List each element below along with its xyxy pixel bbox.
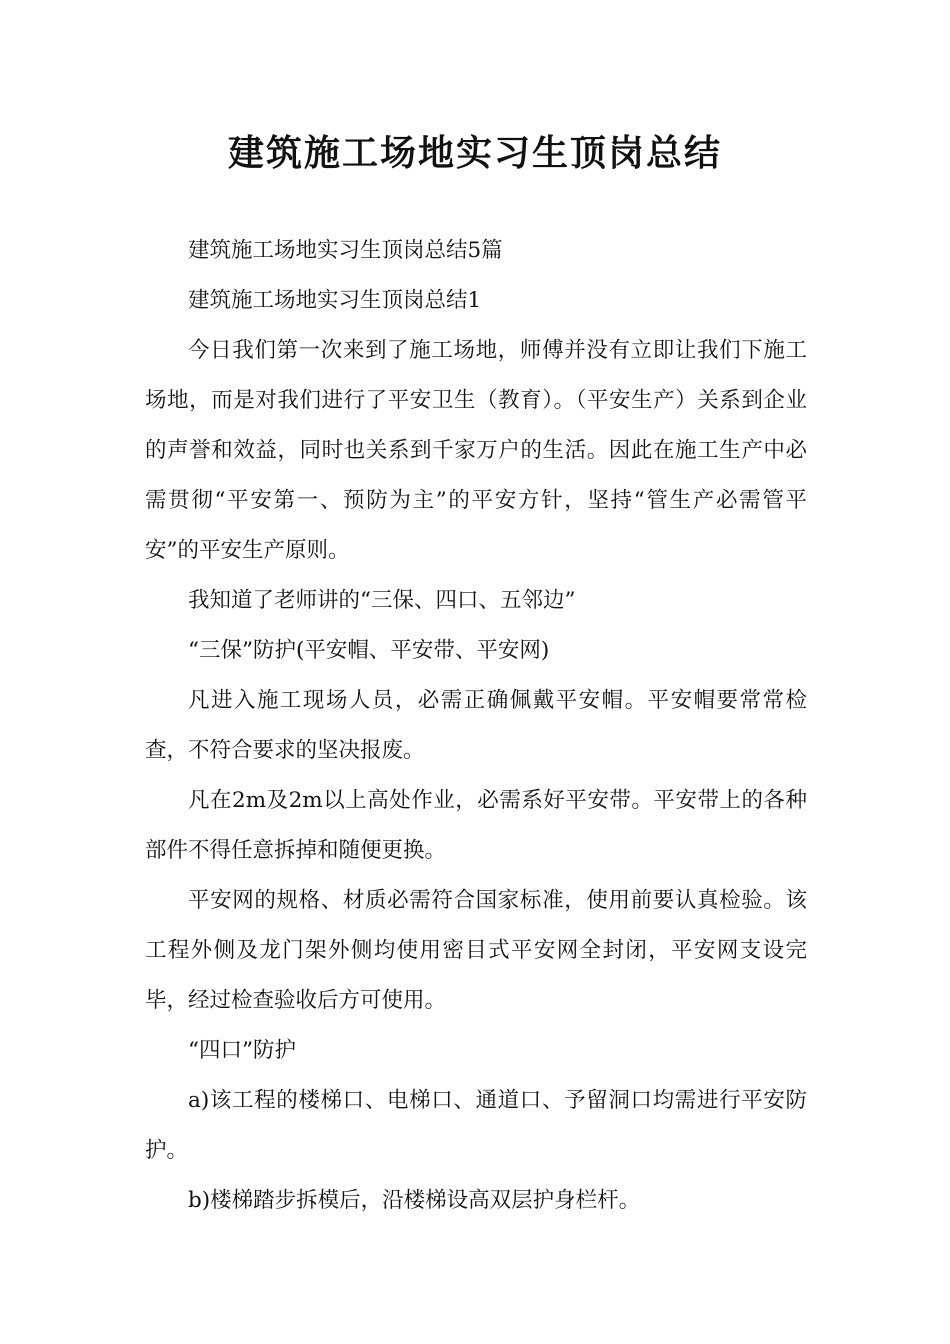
document-body: [145, 226, 807, 1226]
paragraph-subtitle: 建筑施工场地实习生顶岗总结5篇: [188, 238, 503, 263]
paragraph-section-heading: 建筑施工场地实习生顶岗总结1: [188, 288, 482, 313]
paragraph-safety-belt: 凡在2m及2m以上高处作业，必需系好平安带。平安带上的各种部件不得任意拆掉和随便更换。: [145, 788, 807, 863]
document-title: 建筑施工场地实习生顶岗总结: [227, 133, 722, 174]
paragraph-openings-b: b)楼梯踏步拆模后，沿楼梯设高双层护身栏杆。: [188, 1188, 641, 1213]
paragraph-safety-helmet: 凡进入施工现场人员，必需正确佩戴平安帽。平安帽要常常检查，不符合要求的坚决报废。: [145, 688, 807, 763]
paragraph-four-openings: “四口”防护: [188, 1038, 296, 1063]
paragraph-three-four-five: 我知道了老师讲的“三保、四口、五邻边”: [188, 588, 576, 613]
paragraph-intro: 今日我们第一次来到了施工场地，师傅并没有立即让我们下施工场地，而是对我们进行了平安卫生（教育）。（平安生产）关系到企业的声誉和效益，同时也关系到千家万户的生活。因此在施工生产中必需贯彻“平安第一、预防为主”的平安方针，坚持“管生产必需管平安”的平安生产原则。: [145, 338, 807, 563]
paragraph-safety-net: 平安网的规格、材质必需符合国家标准，使用前要认真检验。该工程外侧及龙门架外侧均使用密目式平安网全封闭，平安网支设完毕，经过检查验收后方可使用。: [145, 888, 807, 1013]
paragraph-openings-a: a)该工程的楼梯口、电梯口、通道口、予留洞口均需进行平安防护。: [145, 1088, 807, 1163]
paragraph-three-protections: “三保”防护(平安帽、平安带、平安网): [188, 638, 550, 663]
